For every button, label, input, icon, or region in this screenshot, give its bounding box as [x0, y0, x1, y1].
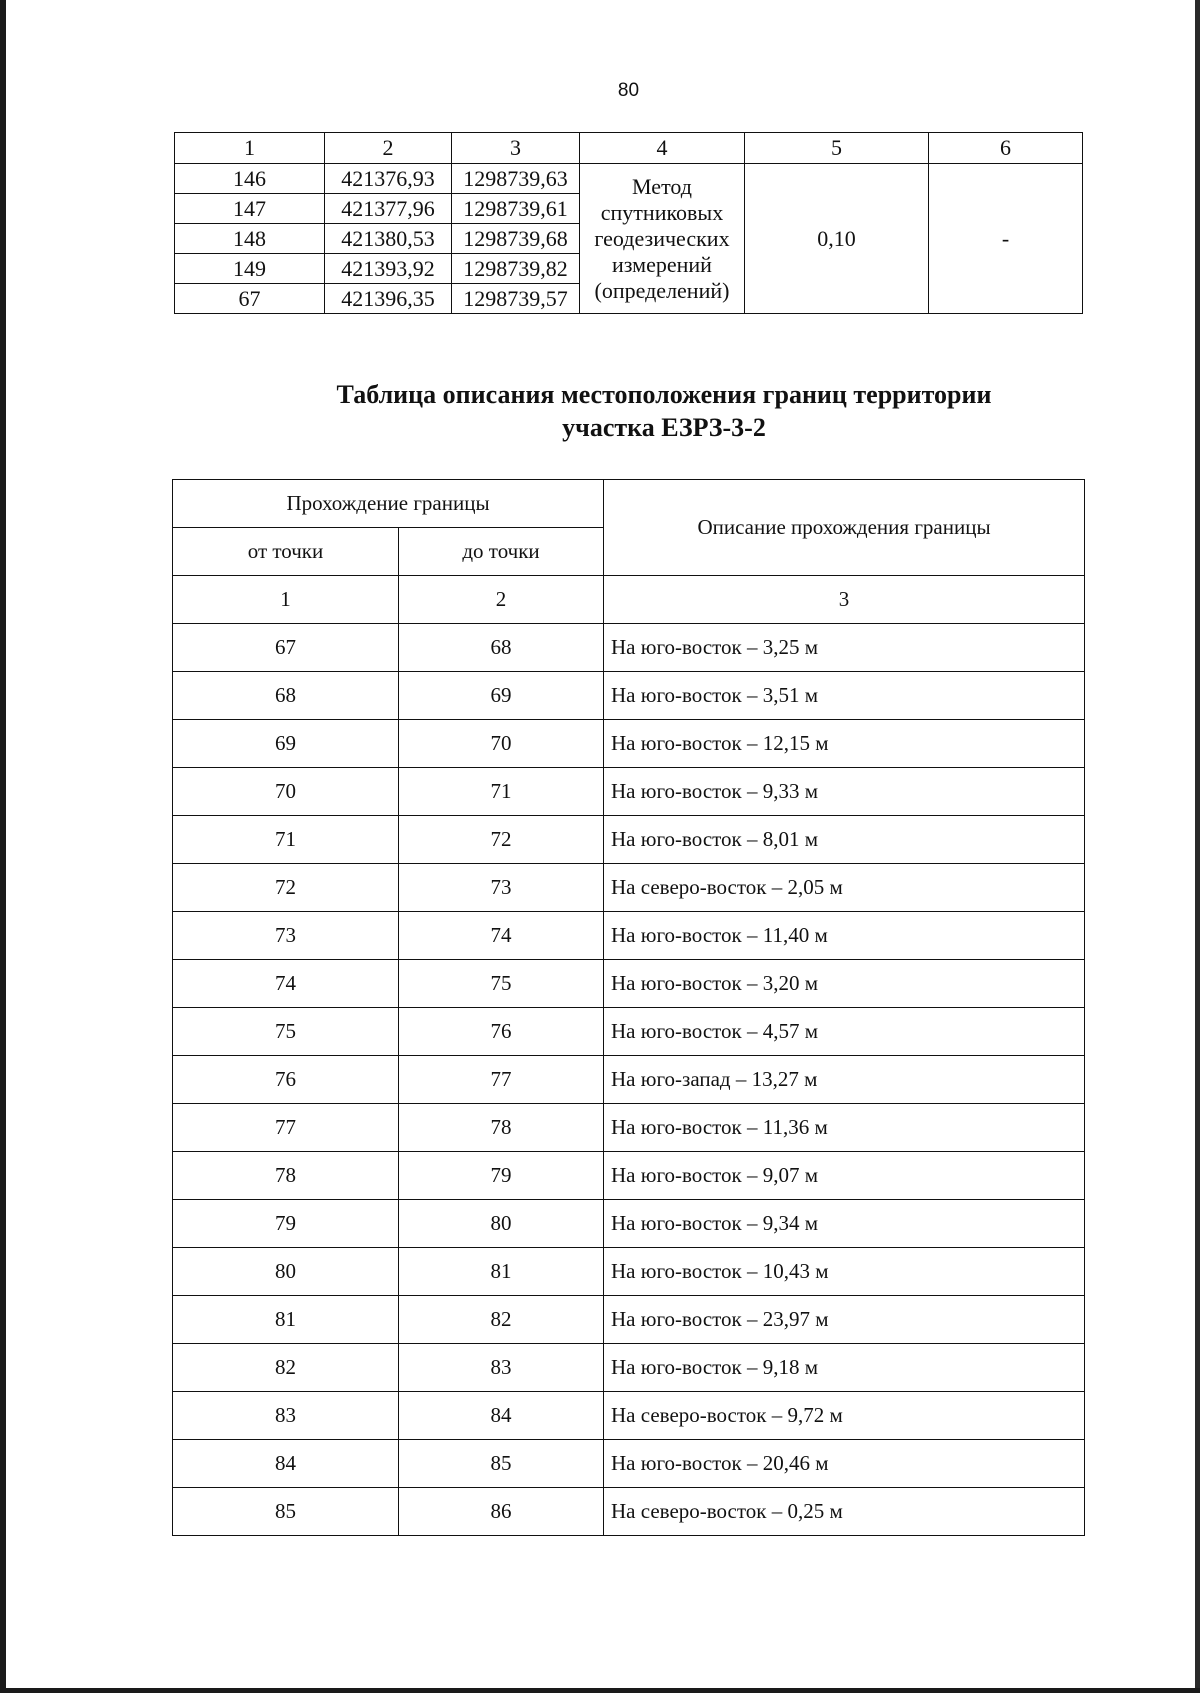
to-point-cell: 82 [399, 1296, 604, 1344]
to-point-cell: 84 [399, 1392, 604, 1440]
table-row [175, 164, 1083, 194]
scan-edge-right [1195, 0, 1200, 1693]
coordinate-y: 1298739,68 [452, 224, 580, 254]
from-point-cell: 73 [173, 912, 399, 960]
point-number: 67 [175, 284, 325, 314]
to-point-cell: 77 [399, 1056, 604, 1104]
header-to-point: до точки [399, 528, 604, 576]
table-header-row [173, 480, 1085, 528]
table-row [173, 624, 1085, 672]
to-point-cell: 74 [399, 912, 604, 960]
table-row [173, 1488, 1085, 1536]
coordinate-y: 1298739,57 [452, 284, 580, 314]
column-number: 5 [745, 133, 929, 164]
coordinate-x: 421393,92 [325, 254, 452, 284]
description-cell: На юго-восток – 3,25 м [604, 624, 1085, 672]
to-point-cell: 69 [399, 672, 604, 720]
page-number: 80 [617, 80, 640, 101]
description-cell: На северо-восток – 9,72 м [604, 1392, 1085, 1440]
header-from-point: от точки [173, 528, 399, 576]
point-number: 149 [175, 254, 325, 284]
table-row [173, 1200, 1085, 1248]
point-number: 146 [175, 164, 325, 194]
to-point-cell: 71 [399, 768, 604, 816]
title-line-2: участка ЕЗРЗ-3-2 [562, 413, 766, 442]
table-row [173, 1344, 1085, 1392]
to-point-cell: 86 [399, 1488, 604, 1536]
table-row [173, 1008, 1085, 1056]
description-cell: На северо-восток – 0,25 м [604, 1488, 1085, 1536]
column-number: 2 [399, 576, 604, 624]
table-header-row [175, 133, 1083, 164]
to-point-cell: 68 [399, 624, 604, 672]
table-row [173, 864, 1085, 912]
to-point-cell: 83 [399, 1344, 604, 1392]
description-cell: На юго-восток – 3,51 м [604, 672, 1085, 720]
column-number: 4 [580, 133, 745, 164]
scan-edge-left [0, 0, 6, 1693]
description-cell: На юго-восток – 9,34 м [604, 1200, 1085, 1248]
to-point-cell: 75 [399, 960, 604, 1008]
to-point-cell: 85 [399, 1440, 604, 1488]
method-line: спутниковых [600, 199, 724, 225]
from-point-cell: 79 [173, 1200, 399, 1248]
table-row [173, 1392, 1085, 1440]
header-boundary-passage: Прохождение границы [173, 480, 604, 528]
column6-cell: - [929, 164, 1083, 314]
coordinate-x: 421396,35 [325, 284, 452, 314]
to-point-cell: 73 [399, 864, 604, 912]
from-point-cell: 77 [173, 1104, 399, 1152]
to-point-cell: 70 [399, 720, 604, 768]
to-point-cell: 76 [399, 1008, 604, 1056]
from-point-cell: 78 [173, 1152, 399, 1200]
table-row [173, 768, 1085, 816]
description-cell: На юго-восток – 9,07 м [604, 1152, 1085, 1200]
description-cell: На юго-восток – 8,01 м [604, 816, 1085, 864]
from-point-cell: 76 [173, 1056, 399, 1104]
table-row [173, 912, 1085, 960]
to-point-cell: 80 [399, 1200, 604, 1248]
description-cell: На юго-восток – 23,97 м [604, 1296, 1085, 1344]
method-line: (определений) [594, 277, 730, 303]
table-row [173, 1152, 1085, 1200]
from-point-cell: 82 [173, 1344, 399, 1392]
coordinate-x: 421380,53 [325, 224, 452, 254]
description-cell: На юго-восток – 20,46 м [604, 1440, 1085, 1488]
table-title [174, 378, 1154, 444]
description-cell: На юго-восток – 9,33 м [604, 768, 1085, 816]
description-cell: На юго-восток – 9,18 м [604, 1344, 1085, 1392]
accuracy-cell: 0,10 [745, 164, 929, 314]
table-row [173, 1440, 1085, 1488]
description-cell: На юго-восток – 4,57 м [604, 1008, 1085, 1056]
from-point-cell: 68 [173, 672, 399, 720]
from-point-cell: 83 [173, 1392, 399, 1440]
from-point-cell: 85 [173, 1488, 399, 1536]
coordinate-y: 1298739,82 [452, 254, 580, 284]
column-number: 3 [452, 133, 580, 164]
description-cell: На юго-восток – 10,43 м [604, 1248, 1085, 1296]
from-point-cell: 84 [173, 1440, 399, 1488]
column-number: 2 [325, 133, 452, 164]
title-line-1: Таблица описания местоположения границ территории [336, 380, 992, 409]
from-point-cell: 71 [173, 816, 399, 864]
from-point-cell: 80 [173, 1248, 399, 1296]
description-cell: На юго-восток – 12,15 м [604, 720, 1085, 768]
description-cell: На юго-восток – 11,40 м [604, 912, 1085, 960]
description-cell: На юго-восток – 3,20 м [604, 960, 1085, 1008]
from-point-cell: 74 [173, 960, 399, 1008]
from-point-cell: 69 [173, 720, 399, 768]
table-row [173, 1104, 1085, 1152]
scan-edge-bottom [0, 1688, 1200, 1693]
table-row [173, 1056, 1085, 1104]
from-point-cell: 67 [173, 624, 399, 672]
from-point-cell: 70 [173, 768, 399, 816]
to-point-cell: 78 [399, 1104, 604, 1152]
coordinate-x: 421377,96 [325, 194, 452, 224]
from-point-cell: 81 [173, 1296, 399, 1344]
coordinate-y: 1298739,61 [452, 194, 580, 224]
description-cell: На северо-восток – 2,05 м [604, 864, 1085, 912]
column-number: 6 [929, 133, 1083, 164]
to-point-cell: 81 [399, 1248, 604, 1296]
from-point-cell: 75 [173, 1008, 399, 1056]
point-number: 148 [175, 224, 325, 254]
coordinates-table [174, 132, 1083, 314]
column-number: 3 [604, 576, 1085, 624]
table-row [173, 960, 1085, 1008]
method-line: измерений [612, 251, 712, 277]
description-cell: На юго-восток – 11,36 м [604, 1104, 1085, 1152]
description-cell: На юго-запад – 13,27 м [604, 1056, 1085, 1104]
from-point-cell: 72 [173, 864, 399, 912]
coordinate-y: 1298739,63 [452, 164, 580, 194]
table-row [173, 672, 1085, 720]
to-point-cell: 79 [399, 1152, 604, 1200]
header-description: Описание прохождения границы [604, 480, 1085, 576]
coordinate-x: 421376,93 [325, 164, 452, 194]
method-line: Метод [632, 173, 692, 199]
table-row [173, 816, 1085, 864]
column-number-row [173, 576, 1085, 624]
boundary-description-table [172, 479, 1085, 1536]
table-row [173, 1296, 1085, 1344]
table-row [173, 1248, 1085, 1296]
method-cell [580, 164, 745, 314]
column-number: 1 [173, 576, 399, 624]
method-line: геодезических [594, 225, 730, 251]
column-number: 1 [175, 133, 325, 164]
to-point-cell: 72 [399, 816, 604, 864]
point-number: 147 [175, 194, 325, 224]
table-row [173, 720, 1085, 768]
